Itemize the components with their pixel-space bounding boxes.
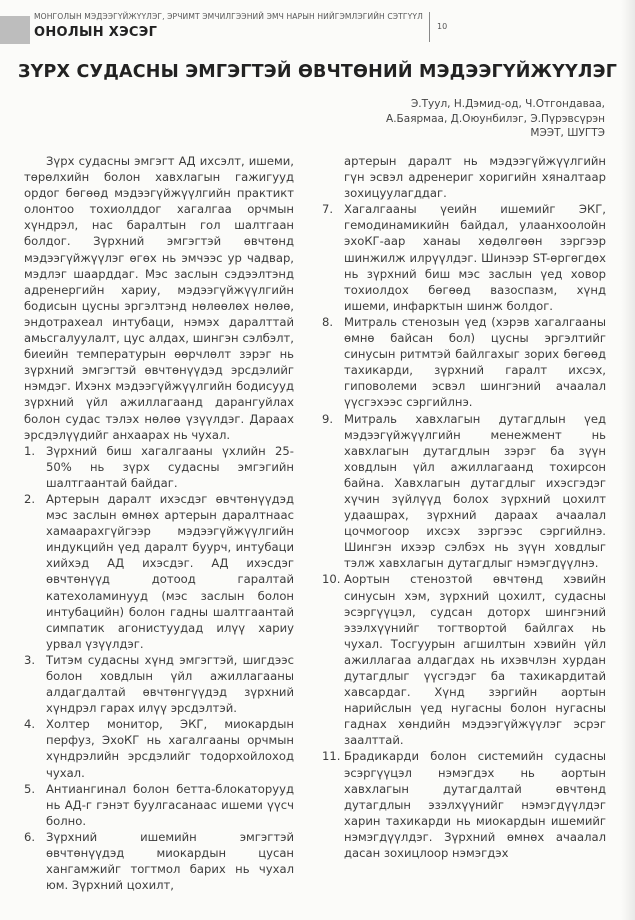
- right-column: [322, 153, 606, 861]
- list-text: Зүрхний биш хагалгааны үхлийн 25-50% нь зүрх судасны эмгэгийн шалтгаантай байдаг.: [46, 443, 294, 490]
- list-text: Митраль хавхлагын дутагдлын үед мэдээгүйжүүлгийн менежмент нь хавхлагын дутагдлын зэрэг ба зүүн ховдлын үйл ажиллагаанд тохирсон байна. Хавхлагын дутагдлыг ихэсгэдэг хүчин зүйлүүд болох зүрхний цохилт удаашрах, зүрхний дараах ачаалал цочмогоор ихсэх зэргээс сэргийлнэ. Шингэн ихээр сэлбэх нь зүүн ховдлыг тэлж хавхлагын дутагдлыг нэмэгдүүлнэ.: [344, 411, 606, 571]
- list-number: 1.: [24, 443, 36, 458]
- list-item: [322, 411, 606, 572]
- list-text: Зүрхний ишемийн эмгэгтэй өвчтөнүүдэд миокардын цусан хангамжийг тогтмол барих нь чухал юм. Зүрхний цохилт,: [46, 829, 294, 893]
- header-divider: [429, 12, 430, 42]
- journal-name: МОНГОЛЫН МЭДЭЭГҮЙЖҮҮЛЭГ, ЭРЧИМТ ЭМЧИЛГЭЭНИЙ ЭМЧ НАРЫН НИЙГЭМЛЭГИЙН СЭТГҮҮЛ: [34, 12, 423, 21]
- list-item: [322, 314, 606, 411]
- list-number: 3.: [24, 652, 36, 667]
- list-text: Брадикарди болон системийн судасны эсэргүүцэл нэмэгдэх нь аортын хавхлагын дутагдалтай өвчтөнд дутагдлын эзэлхүүнийг нэмэгдүүлдэг харин тахикарди нь миокардын ишемийг нэмэгдүүлдэг. Зүрхний өмнөх ачаалал дасан зохицлоор нэмэгдэх: [344, 749, 606, 861]
- list-number: 10.: [322, 572, 341, 587]
- list-item: [24, 781, 294, 829]
- list-text: Холтер монитор, ЭКГ, миокардын перфуз, ЭхоКГ нь хагалгааны орчмын хүндрэлийн эрсдэлийг тодорхойлоход чухал.: [46, 717, 294, 780]
- list-item: [24, 716, 294, 780]
- left-column: [24, 153, 294, 893]
- risk-list-continued: [322, 201, 606, 861]
- risk-list: [24, 443, 294, 894]
- page-edge-shadow: [621, 0, 635, 920]
- list-number: 9.: [322, 411, 334, 426]
- list-number: 2.: [24, 491, 36, 506]
- author-block: [386, 97, 605, 141]
- header-gray-block: [0, 16, 30, 44]
- list-item: [24, 829, 294, 893]
- article-title: ЗҮРХ СУДАСНЫ ЭМГЭГТЭЙ ӨВЧТӨНИЙ МЭДЭЭГҮЙЖҮҮЛЭГ: [17, 62, 618, 82]
- intro-paragraph: Зүрх судасны эмгэгт АД ихсэлт, ишеми, төрөлхийн болон хавхлагын гажигууд ордог бөгөөд мэдээгүйжүүлгийн практикт олонтоо тохиолддог хагалгаа орчмын хүндрэл, нас баралтын гол шалтгаан болдог. Зүрхний эмгэгтэй өвчтөнд мэдээгүйжүүлэг өгөх нь эмчээс ур чадвар, мэдлэг шаарддаг. Мэс заслын сэдээлтэнд адренергийн хариу, мэдээгүйжүүлгийн бодисын цусны эргэлтэнд нөлөөлөх нөлөө, эндотрахеал интубаци, нэмэх даралттай амьсгалуулалт, цус алдах, шингэн сэлбэлт, биеийн температурын өөрчлөлт зэрэг нь зүрхний эмгэгтэй өвчтөнүүдэд эрсдэлийг нэмдэг. Ихэнх мэдээгүйжүүлгийн бодисууд зүрхний үйл ажиллагаанд дарангуйлах болон судас тэлэх нөлөө үзүүлдэг. Дараах эрсдэлүүдийг анхаарах нь чухал.: [24, 154, 294, 442]
- section-name: ОНОЛЫН ХЭСЭГ: [34, 25, 158, 40]
- list-item: [322, 571, 606, 748]
- list-item: [322, 201, 606, 314]
- authors-line: Э.Туул, Н.Дэмид-од, Ч.Отгондаваа,: [410, 98, 605, 110]
- list-item: [322, 748, 606, 861]
- authors-line: А.Баярмаа, Д.Оюунбилэг, Э.Пүрэвсүрэн: [386, 112, 605, 125]
- list-number: 6.: [24, 829, 36, 844]
- running-header: [0, 12, 635, 52]
- list-number: 7.: [322, 202, 334, 217]
- list-text: Хагалгааны үеийн ишемийг ЭКГ, гемодинамикийн байдал, улаанхоолойн эхоКГ-аар ханаы хөдөлгөөн зэргээр шинжилж илрүүлдэг. Шинээр ST-өргөгдөх нь зүрхний биш мэс заслын үед ховор тохиолдох бөгөөд вазоспазм, хүнд ишеми, инфарктын шинж болдог.: [344, 202, 606, 313]
- list-item: [24, 652, 294, 716]
- list-number: 4.: [24, 717, 36, 732]
- page-number: 10: [437, 22, 448, 31]
- list-text: Артерын даралт ихэсдэг өвчтөнүүдэд мэс заслын өмнөх артерын даралтнаас хамаарахгүйгээр мэдээгүйжүүлгийн индукцийн үед даралт буурч, интубаци хийхэд АД ихэсдэг. АД ихэсдэг өвчтөнүүд дотоод гаралтай катехоламинууд (мэс заслын болон интубацийн) болон гадны шалтгаантай симпатик агонистуудад илүү хариу урвал үзүүлдэг.: [46, 491, 294, 651]
- list-number: 11.: [322, 749, 341, 764]
- list-text: Аортын стенозтой өвчтөнд хэвийн синусын хэм, зүрхний цохилт, судасны эсэргүүцэл, судсан доторх шингэний эзэлхүүнийг тогтвортой байлгах нь чухал. Тосгуурын агшилтын хэвийн үйл ажиллагаа алдагдах нь ихэвчлэн хурдан дутагдлыг үүсгэдэг ба тахикардитай хавсардаг. Хүнд зэргийн аортын нарийслын үед нугасны болон нугасны гаднах хөндийн мэдээгүйжүүлэг эсрэг заалттай.: [344, 572, 606, 748]
- list-text: Титэм судасны хүнд эмгэгтэй, шигдээс болон ховдлын үйл ажиллагааны алдагдалтай өвчтөнгүүдэд зүрхний хүндрэл гарах илүү эрсдэлтэй.: [46, 652, 294, 716]
- list-text: Митраль стенозын үед (хэрэв хагалгааны өмнө байсан бол) цусны эргэлтийг синусын ритмтэй байлгахыг зорих бөгөөд тахикарди, зүрхний гаралт ихсэх, гиповолеми эсвэл шингэний ачаалал үүсгэхээс сэргийлнэ.: [344, 314, 606, 410]
- list-item: [24, 443, 294, 491]
- affiliation: МЭЭТ, ШУГТЭ: [530, 127, 605, 140]
- list-text: Антиангинал болон бетта-блокаторууд нь АД-г гэнэт буулгасанаас ишеми үүсч болно.: [46, 781, 294, 828]
- list-number: 8.: [322, 314, 334, 329]
- list-number: 5.: [24, 781, 36, 796]
- list-item-continuation: артерын даралт нь мэдээгүйжүүлгийн гүн эсвэл адренериг хоригийн хяналтаар зохицуулагддаг.: [344, 154, 606, 201]
- list-item: [24, 491, 294, 652]
